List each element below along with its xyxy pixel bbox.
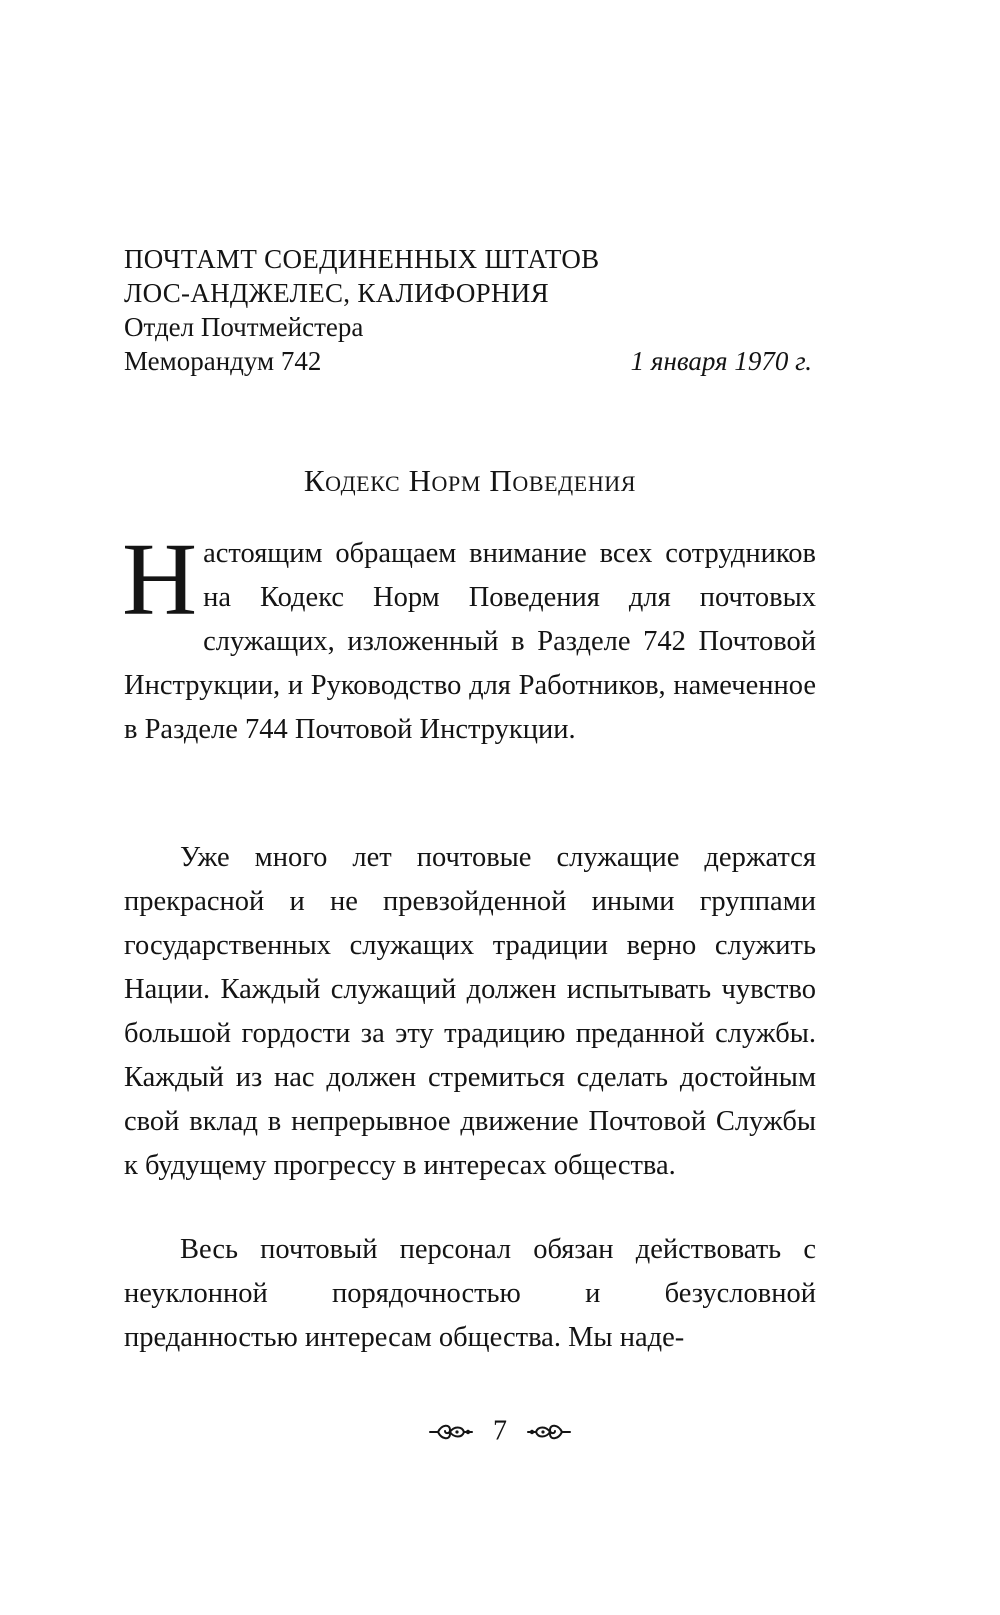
drop-cap: Н <box>122 522 198 637</box>
header-location: ЛОС-АНДЖЕЛЕС, КАЛИФОРНИЯ <box>124 278 549 308</box>
memo-number: Меморандум 742 <box>124 346 322 376</box>
page-footer <box>0 1412 1000 1450</box>
header-department: Отдел Почтмейстера <box>124 312 364 342</box>
page-number: 7 <box>493 1415 507 1447</box>
paragraph-3-text: Весь почтовый персонал обязан действовать с неуклонной порядочностью и безусловной преданностью интересам общества. Мы наде- <box>124 1234 816 1353</box>
paragraph-1 <box>122 522 816 752</box>
paragraph-2-text: Уже много лет почтовые служащие держатся прекрасной и не превзойденной иными группами государственных служащих традиции верно служить Нации. Каждый служащий должен испытывать чувство большой гордости за эту традицию преданной службы. Каждый из нас должен стремиться сделать достойным свой вклад в непрерывное движение Почтовой Службы к будущему прогрессу в интересах общества. <box>124 842 816 1181</box>
flourish-ornament-icon <box>526 1421 572 1443</box>
paragraph-2 <box>124 836 816 1188</box>
memo-date: 1 января 1970 г. <box>630 346 812 376</box>
paragraph-3 <box>124 1228 816 1360</box>
header-organization: ПОЧТАМТ СОЕДИНЕННЫХ ШТАТОВ <box>124 244 600 274</box>
memo-header <box>124 242 816 378</box>
section-title: Кодекс Норм Поведения <box>303 463 637 498</box>
header-memo-row <box>124 344 816 378</box>
flourish-ornament-icon <box>428 1421 474 1443</box>
paragraph-1-text: астоящим обращаем внимание всех сотрудников на Кодекс Норм Поведения для почтовых служащих, изложенный в Разделе 742 Почтовой Инструкции, и Руководство для Работников, намеченное в Разделе 744 Почтовой Инструкции. <box>124 538 816 745</box>
